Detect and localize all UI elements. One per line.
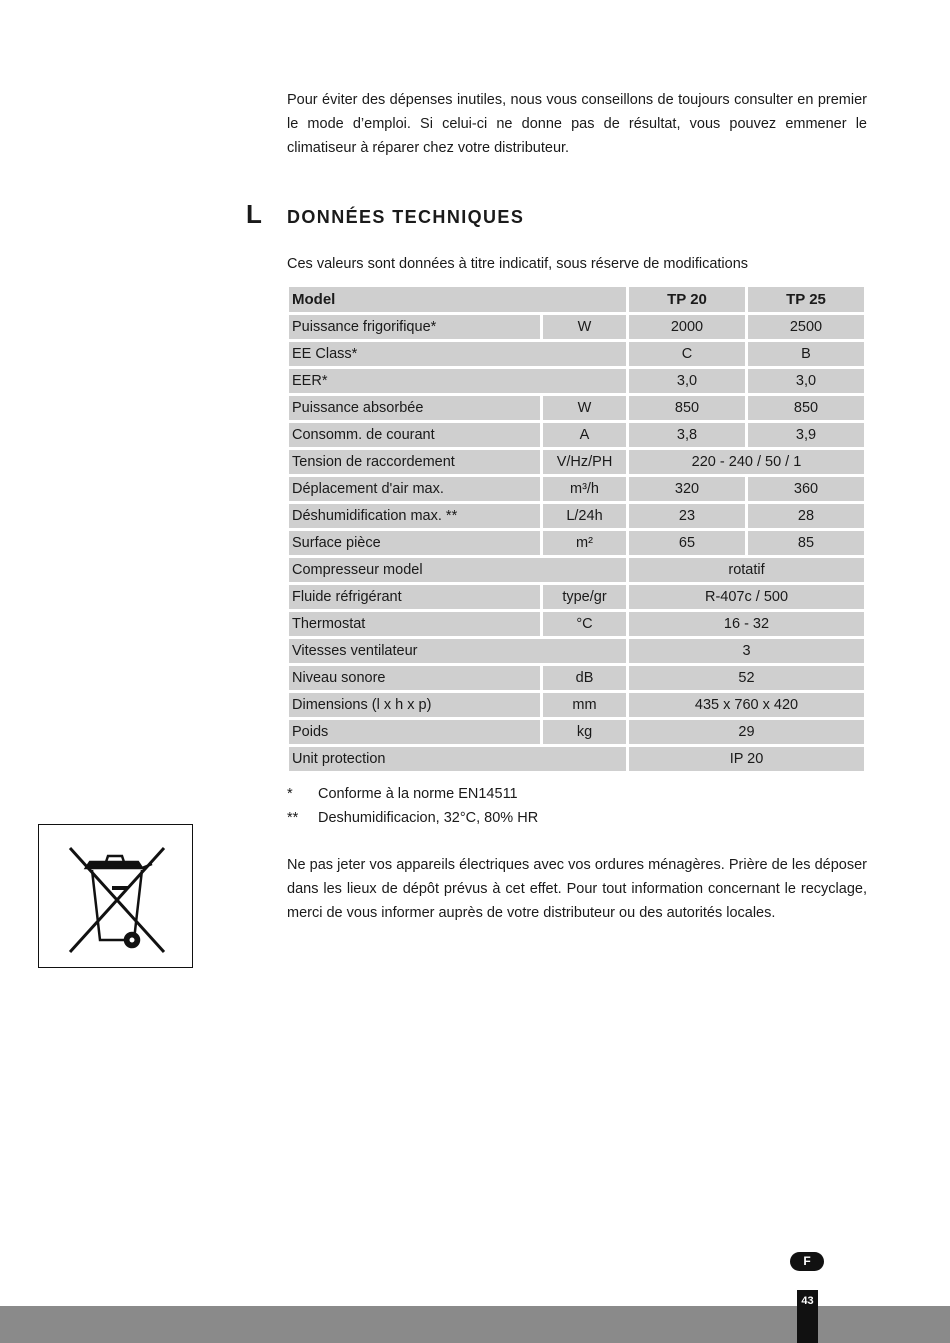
row-unit: A [543,423,626,447]
table-row [289,693,864,717]
row-unit: type/gr [543,585,626,609]
table-row [289,342,864,366]
row-value-merged: 3 [629,639,864,663]
weee-symbol-box [38,824,193,968]
row-label: Vitesses ventilateur [289,639,626,663]
row-label: Compresseur model [289,558,626,582]
table-row [289,666,864,690]
disposal-paragraph: Ne pas jeter vos appareils électriques avec vos ordures ménagères. Prière de les déposer dans les lieux de dépôt prévus à cet effet. Pour tout information concernant le recyclage, merci de vous informer auprès de votre distributeur ou des autorités locales. [287,857,867,921]
row-label: Surface pièce [289,531,540,555]
table-row [289,396,864,420]
row-value-merged: 29 [629,720,864,744]
row-value-tp20: C [629,342,745,366]
row-value-tp25: 85 [748,531,864,555]
row-value-tp25: B [748,342,864,366]
row-value-merged: rotatif [629,558,864,582]
row-value-merged: IP 20 [629,747,864,771]
row-label: Unit protection [289,747,626,771]
row-label: EER* [289,369,626,393]
page-number: 43 [797,1290,818,1343]
table-row [289,450,864,474]
table-row [289,747,864,771]
row-label: EE Class* [289,342,626,366]
row-unit: m² [543,531,626,555]
table-row [289,720,864,744]
row-value-tp25: 3,0 [748,369,864,393]
row-value-tp20: 23 [629,504,745,528]
row-value-tp20: 3,0 [629,369,745,393]
row-unit: °C [543,612,626,636]
footnote-text: Conforme à la norme EN14511 [318,786,518,802]
section-letter: L [246,199,262,229]
header-tp25: TP 25 [748,287,864,312]
section-title: DONNÉES TECHNIQUES [287,207,525,227]
row-unit: mm [543,693,626,717]
row-label: Déplacement d'air max. [289,477,540,501]
language-badge: F [790,1252,824,1271]
table-row [289,531,864,555]
row-value-tp25: 2500 [748,315,864,339]
table-row [289,612,864,636]
table-row [289,423,864,447]
header-tp20: TP 20 [629,287,745,312]
table-header-row [289,287,864,312]
row-label: Déshumidification max. ** [289,504,540,528]
table-row [289,315,864,339]
row-label: Niveau sonore [289,666,540,690]
table-row [289,585,864,609]
row-value-tp20: 320 [629,477,745,501]
row-value-tp25: 28 [748,504,864,528]
row-label: Poids [289,720,540,744]
table-row [289,477,864,501]
row-value-tp25: 3,9 [748,423,864,447]
row-label: Puissance frigorifique* [289,315,540,339]
row-label: Dimensions (l x h x p) [289,693,540,717]
row-value-tp20: 3,8 [629,423,745,447]
row-label: Puissance absorbée [289,396,540,420]
row-unit: L/24h [543,504,626,528]
intro-paragraph: Pour éviter des dépenses inutiles, nous vous conseillons de toujours consulter en premier le mode d’emploi. Si celui-ci ne donne pas de résultat, vous pouvez emmener le climatiseur à réparer chez votre distributeur. [287,92,867,156]
footnote [287,782,538,806]
row-value-merged: 16 - 32 [629,612,864,636]
row-value-merged: 52 [629,666,864,690]
footnote [287,806,538,830]
row-unit: dB [543,666,626,690]
footnote-mark: ** [287,810,299,826]
footnote-mark: * [287,786,293,802]
header-model-label: Model [289,287,626,312]
table-caption: Ces valeurs sont données à titre indicatif, sous réserve de modifications [287,256,749,272]
row-value-merged: 435 x 760 x 420 [629,693,864,717]
row-label: Consomm. de courant [289,423,540,447]
table-row [289,369,864,393]
row-unit: W [543,396,626,420]
row-value-tp20: 850 [629,396,745,420]
row-unit: m³/h [543,477,626,501]
row-unit: kg [543,720,626,744]
row-unit: W [543,315,626,339]
row-label: Thermostat [289,612,540,636]
table-row [289,639,864,663]
row-value-tp25: 360 [748,477,864,501]
row-value-tp20: 65 [629,531,745,555]
row-label: Fluide réfrigérant [289,585,540,609]
row-value-tp20: 2000 [629,315,745,339]
footnote-text: Deshumidificacion, 32°C, 80% HR [318,810,539,826]
row-unit: V/Hz/PH [543,450,626,474]
row-label: Tension de raccordement [289,450,540,474]
table-row [289,504,864,528]
row-value-merged: R-407c / 500 [629,585,864,609]
footnotes [287,782,538,830]
crossed-out-wheelie-bin-icon [56,836,176,956]
table-row [289,558,864,582]
row-value-tp25: 850 [748,396,864,420]
spec-table [286,284,867,774]
row-value-merged: 220 - 240 / 50 / 1 [629,450,864,474]
